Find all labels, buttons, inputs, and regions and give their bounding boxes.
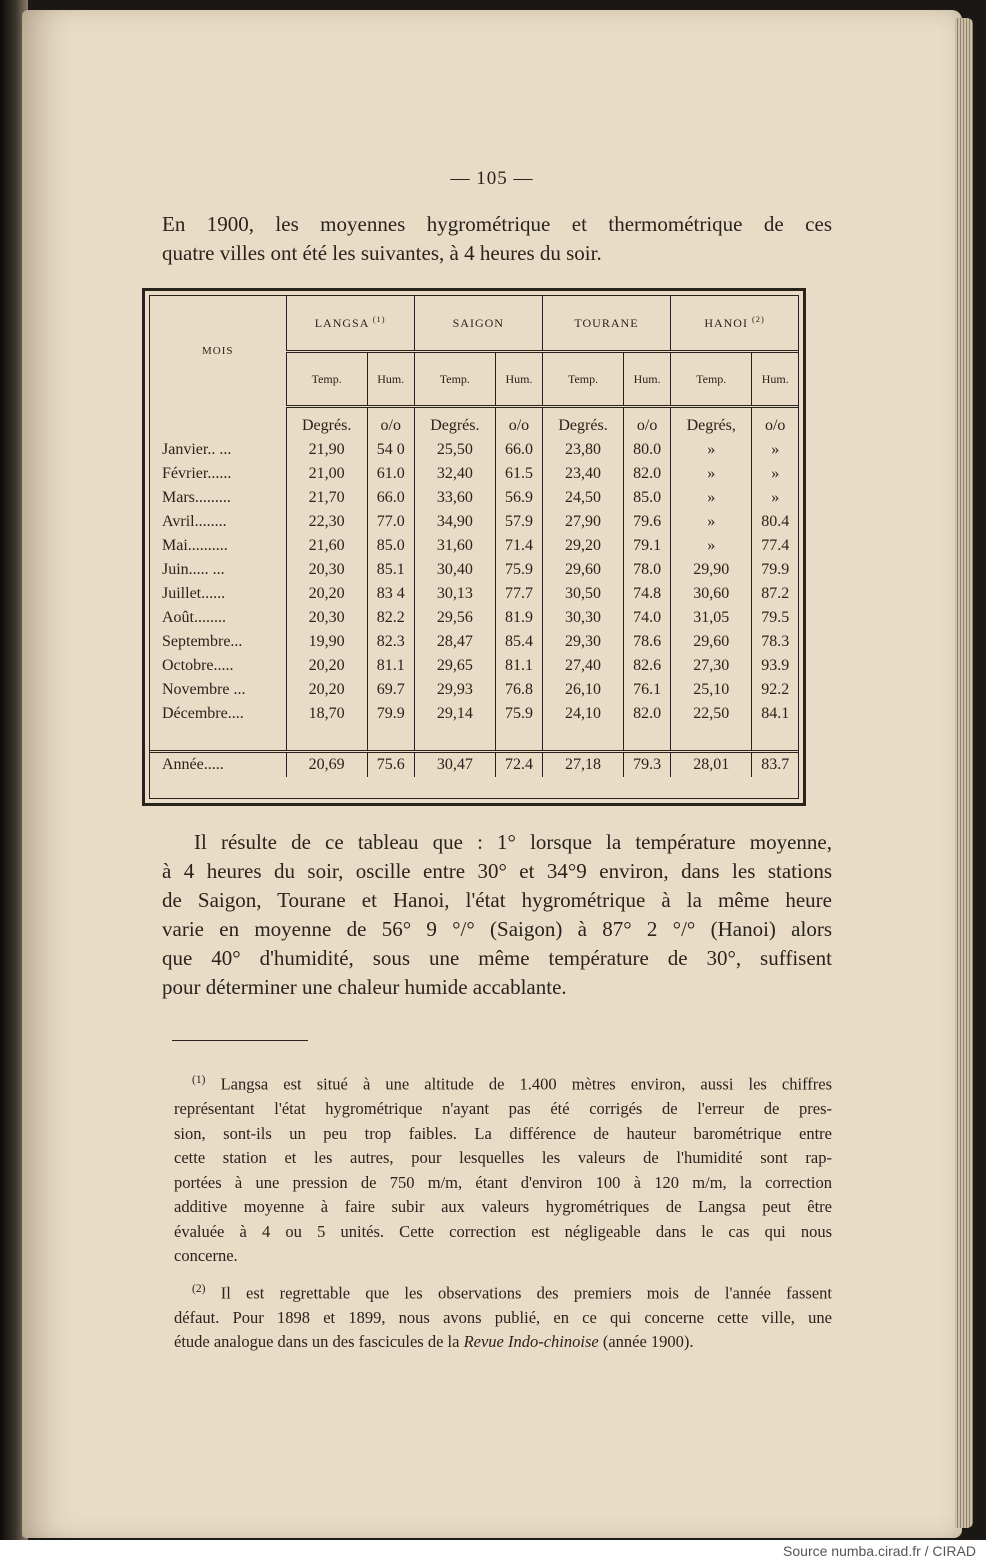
temp-cell: 21,70 — [286, 486, 367, 510]
hum-cell: 61.5 — [496, 462, 543, 486]
month-cell: Juillet...... — [162, 585, 226, 602]
table-row — [150, 438, 798, 462]
footnote-1-line: cette station et les autres, pour lesquelles les valeurs de l'humidité sont rap- — [174, 1148, 832, 1167]
temp-cell: 32,40 — [414, 462, 495, 486]
temp-cell: 18,70 — [286, 702, 367, 726]
temp-cell: 24,50 — [542, 486, 623, 510]
temp-cell: » — [671, 534, 752, 558]
spacer-cell — [752, 726, 798, 752]
temp-cell: 20,20 — [286, 582, 367, 606]
table-row — [150, 462, 798, 486]
table-row — [150, 678, 798, 702]
meteo-table-frame — [142, 288, 806, 806]
month-cell: Mai.......... — [162, 537, 228, 554]
footnote-2-line: $^{(2)}$ Il est regrettable que les observations des premiers mois de l'année fassent — [192, 1282, 832, 1302]
header-city-saigon: SAIGON — [414, 296, 542, 352]
temp-cell: 20,20 — [286, 654, 367, 678]
temp-cell: 29,30 — [542, 630, 623, 654]
hum-cell: 81.1 — [496, 654, 543, 678]
temp-cell: 20,69 — [286, 752, 367, 778]
intro-line: En 1900, les moyennes hygrométrique et thermométrique de ces — [162, 212, 832, 236]
hum-cell: 61.0 — [367, 462, 414, 486]
intro-paragraph — [162, 210, 832, 268]
spacer-cell — [414, 726, 495, 752]
hum-cell: 82.6 — [624, 654, 671, 678]
paragraph-line: que 40° d'humidité, sous une même température de 30°, suffisent — [162, 946, 832, 970]
spacer-cell — [367, 726, 414, 752]
temp-cell: 27,90 — [542, 510, 623, 534]
subheader-cell: Hum. — [496, 352, 543, 407]
hum-cell: 87.2 — [752, 582, 798, 606]
hum-cell: 75.9 — [496, 702, 543, 726]
paragraph-line: varie en moyenne de 56° 9 °/° (Saigon) à 87° 2 °/° (Hanoi) alors — [162, 917, 832, 941]
spacer-cell — [671, 726, 752, 752]
hum-cell: 56.9 — [496, 486, 543, 510]
temp-cell: 26,10 — [542, 678, 623, 702]
temp-cell: 27,40 — [542, 654, 623, 678]
unit-cell: o/o — [624, 407, 671, 439]
table-row — [150, 558, 798, 582]
unit-cell: o/o — [496, 407, 543, 439]
temp-cell: 30,47 — [414, 752, 495, 778]
hum-cell: 79.5 — [752, 606, 798, 630]
temp-cell: 27,30 — [671, 654, 752, 678]
hum-cell: 79.1 — [624, 534, 671, 558]
hum-cell: 75.6 — [367, 752, 414, 778]
temp-cell: 20,30 — [286, 606, 367, 630]
footnote-1-line: évaluée à 4 ou 5 unités. Cette correction est négligeable dans le cas qui nous — [174, 1221, 832, 1241]
temp-cell: 29,14 — [414, 702, 495, 726]
hum-cell: 66.0 — [496, 438, 543, 462]
temp-cell: 20,30 — [286, 558, 367, 582]
temp-cell: 30,50 — [542, 582, 623, 606]
subheader-cell: Hum. — [624, 352, 671, 407]
table-header-cities — [150, 296, 798, 352]
month-cell: Janvier.. ... — [162, 441, 232, 458]
month-cell: Année..... — [150, 752, 286, 778]
temp-cell: 29,20 — [542, 534, 623, 558]
temp-cell: 21,00 — [286, 462, 367, 486]
hum-cell: » — [752, 462, 798, 486]
temp-cell: 30,60 — [671, 582, 752, 606]
hum-cell: 54 0 — [367, 438, 414, 462]
hum-cell: 82.2 — [367, 606, 414, 630]
hum-cell: 81.1 — [367, 654, 414, 678]
temp-cell: 22,30 — [286, 510, 367, 534]
hum-cell: 82.0 — [624, 462, 671, 486]
table-row — [150, 654, 798, 678]
hum-cell: 85.0 — [624, 486, 671, 510]
unit-cell: Degrés, — [671, 407, 752, 439]
table-row — [150, 486, 798, 510]
temp-cell: 29,93 — [414, 678, 495, 702]
month-cell: Février...... — [162, 465, 232, 482]
table-body — [150, 407, 798, 778]
hum-cell: 74.0 — [624, 606, 671, 630]
hum-cell: 85.4 — [496, 630, 543, 654]
temp-cell: 33,60 — [414, 486, 495, 510]
temp-cell: 25,50 — [414, 438, 495, 462]
hum-cell: 77.0 — [367, 510, 414, 534]
journal-title: Revue Indo-chinoise — [463, 1332, 599, 1351]
hum-cell: 77.4 — [752, 534, 798, 558]
hum-cell: 72.4 — [496, 752, 543, 778]
temp-cell: 23,40 — [542, 462, 623, 486]
footnote-2-line: défaut. Pour 1898 et 1899, nous avons publié, en ce qui concerne cette ville, une — [174, 1307, 832, 1327]
temp-cell: 28,47 — [414, 630, 495, 654]
temp-cell: 29,90 — [671, 558, 752, 582]
header-city-hanoi: HANOI $^{(2)}$ — [671, 296, 798, 352]
temp-cell: 30,40 — [414, 558, 495, 582]
paragraph-line: Il résulte de ce tableau que : 1° lorsque la température moyenne, — [194, 830, 832, 854]
hum-cell: 84.1 — [752, 702, 798, 726]
hum-cell: 75.9 — [496, 558, 543, 582]
footnote-1-line: représentant l'état hygrométrique n'ayant pas été corrigés de l'erreur de pres- — [174, 1099, 832, 1118]
units-month-cell — [150, 407, 286, 439]
spacer-cell — [286, 726, 367, 752]
hum-cell: 79.9 — [367, 702, 414, 726]
footnote-1-line: $^{(1)}$ Langsa est situé à une altitude de 1.400 mètres environ, aussi les chiffres — [192, 1074, 832, 1094]
hum-cell: 81.9 — [496, 606, 543, 630]
header-mois: MOIS — [201, 345, 234, 358]
temp-cell: 21,60 — [286, 534, 367, 558]
spacer-cell — [496, 726, 543, 752]
hum-cell: 71.4 — [496, 534, 543, 558]
table-row — [150, 534, 798, 558]
footnote-1-line: portées à une pression de 750 m/m, étant d'environ 100 à 120 m/m, la correction — [174, 1172, 832, 1192]
temp-cell: 30,30 — [542, 606, 623, 630]
temp-cell: 31,60 — [414, 534, 495, 558]
footnotes — [174, 1068, 832, 1355]
paragraph-line: pour déterminer une chaleur humide accablante. — [162, 975, 567, 999]
hum-cell: 85.0 — [367, 534, 414, 558]
temp-cell: » — [671, 438, 752, 462]
hum-cell: 83.7 — [752, 752, 798, 778]
temp-cell: 29,56 — [414, 606, 495, 630]
subheader-cell: Temp. — [414, 352, 495, 407]
temp-cell: 23,80 — [542, 438, 623, 462]
hum-cell: 83 4 — [367, 582, 414, 606]
subheader-cell: Temp. — [671, 352, 752, 407]
paragraph-line: de Saigon, Tourane et Hanoi, l'état hygrométrique à la même heure — [162, 888, 832, 912]
meteo-table-inner-border — [149, 295, 799, 799]
header-city-langsa: LANGSA $^{(1)}$ — [286, 296, 414, 352]
temp-cell: 25,10 — [671, 678, 752, 702]
temp-cell: 29,65 — [414, 654, 495, 678]
temp-cell: » — [671, 486, 752, 510]
hum-cell: 80.0 — [624, 438, 671, 462]
month-cell: Avril........ — [162, 513, 227, 530]
table-row — [150, 510, 798, 534]
hum-cell: 57.9 — [496, 510, 543, 534]
temp-cell: 28,01 — [671, 752, 752, 778]
hum-cell: 76.1 — [624, 678, 671, 702]
hum-cell: 74.8 — [624, 582, 671, 606]
footnote-1-line: sion, sont-ils un peu trop faibles. La différence de hauteur barométrique entre — [174, 1123, 832, 1143]
meteo-table — [150, 296, 798, 777]
temp-cell: 29,60 — [671, 630, 752, 654]
unit-cell: Degrés. — [414, 407, 495, 439]
month-cell: Août........ — [162, 609, 226, 626]
hum-cell: 82.0 — [624, 702, 671, 726]
footnote-separator — [172, 1040, 308, 1041]
temp-cell: 34,90 — [414, 510, 495, 534]
temp-cell: 24,10 — [542, 702, 623, 726]
month-cell: Octobre..... — [162, 657, 234, 674]
unit-cell: o/o — [752, 407, 798, 439]
subheader-cell: Temp. — [286, 352, 367, 407]
spacer-cell — [624, 726, 671, 752]
month-cell: Novembre ... — [162, 681, 246, 698]
temp-cell: » — [671, 462, 752, 486]
subheader-cell: Hum. — [367, 352, 414, 407]
temp-cell: 21,90 — [286, 438, 367, 462]
hum-cell: 69.7 — [367, 678, 414, 702]
hum-cell: 82.3 — [367, 630, 414, 654]
hum-cell: 66.0 — [367, 486, 414, 510]
paragraph-line: à 4 heures du soir, oscille entre 30° et 34°9 environ, dans les stations — [162, 859, 832, 883]
hum-cell: 78.0 — [624, 558, 671, 582]
month-cell: Septembre... — [162, 633, 243, 650]
temp-cell: 31,05 — [671, 606, 752, 630]
hum-cell: 80.4 — [752, 510, 798, 534]
units-row — [150, 407, 798, 439]
hum-cell: 85.1 — [367, 558, 414, 582]
subheader-cell: Temp. — [542, 352, 623, 407]
table-row — [150, 606, 798, 630]
unit-cell: Degrés. — [286, 407, 367, 439]
hum-cell: 79.6 — [624, 510, 671, 534]
hum-cell: » — [752, 438, 798, 462]
source-credit: Source numba.cirad.fr / CIRAD — [783, 1543, 976, 1559]
hum-cell: 79.9 — [752, 558, 798, 582]
book-page — [22, 10, 962, 1538]
footnote-1-line: additive moyenne à faire subir aux valeurs hygrométriques de Langsa peut être — [174, 1197, 832, 1216]
spacer-row — [150, 726, 798, 752]
hum-cell: 77.7 — [496, 582, 543, 606]
temp-cell: 29,60 — [542, 558, 623, 582]
intro-line: quatre villes ont été les suivantes, à 4 heures du soir. — [162, 241, 602, 265]
hum-cell: 93.9 — [752, 654, 798, 678]
subheader-cell: Hum. — [752, 352, 798, 407]
conclusion-paragraph — [162, 828, 832, 1002]
table-row — [150, 630, 798, 654]
hum-cell: 78.6 — [624, 630, 671, 654]
month-cell: Juin..... ... — [162, 561, 225, 578]
unit-cell: Degrés. — [542, 407, 623, 439]
spacer-cell — [542, 726, 623, 752]
unit-cell: o/o — [367, 407, 414, 439]
header-city-tourane: TOURANE — [542, 296, 670, 352]
total-row — [150, 752, 798, 778]
table-row — [150, 582, 798, 606]
hum-cell: » — [752, 486, 798, 510]
temp-cell: 22,50 — [671, 702, 752, 726]
spacer-cell — [150, 726, 286, 752]
table-row — [150, 702, 798, 726]
temp-cell: 19,90 — [286, 630, 367, 654]
month-cell: Décembre.... — [162, 705, 244, 722]
hum-cell: 76.8 — [496, 678, 543, 702]
month-cell: Mars......... — [162, 489, 231, 506]
page-number: — 105 — — [450, 168, 534, 189]
page-edges — [955, 18, 973, 1528]
hum-cell: 92.2 — [752, 678, 798, 702]
temp-cell: » — [671, 510, 752, 534]
temp-cell: 20,20 — [286, 678, 367, 702]
footnote-1-line: concerne. — [174, 1246, 238, 1265]
hum-cell: 79.3 — [624, 752, 671, 778]
temp-cell: 30,13 — [414, 582, 495, 606]
temp-cell: 27,18 — [542, 752, 623, 778]
footnote-2-line: étude analogue dans un des fascicules de la Revue Indo-chinoise (année 1900). — [174, 1332, 694, 1351]
hum-cell: 78.3 — [752, 630, 798, 654]
